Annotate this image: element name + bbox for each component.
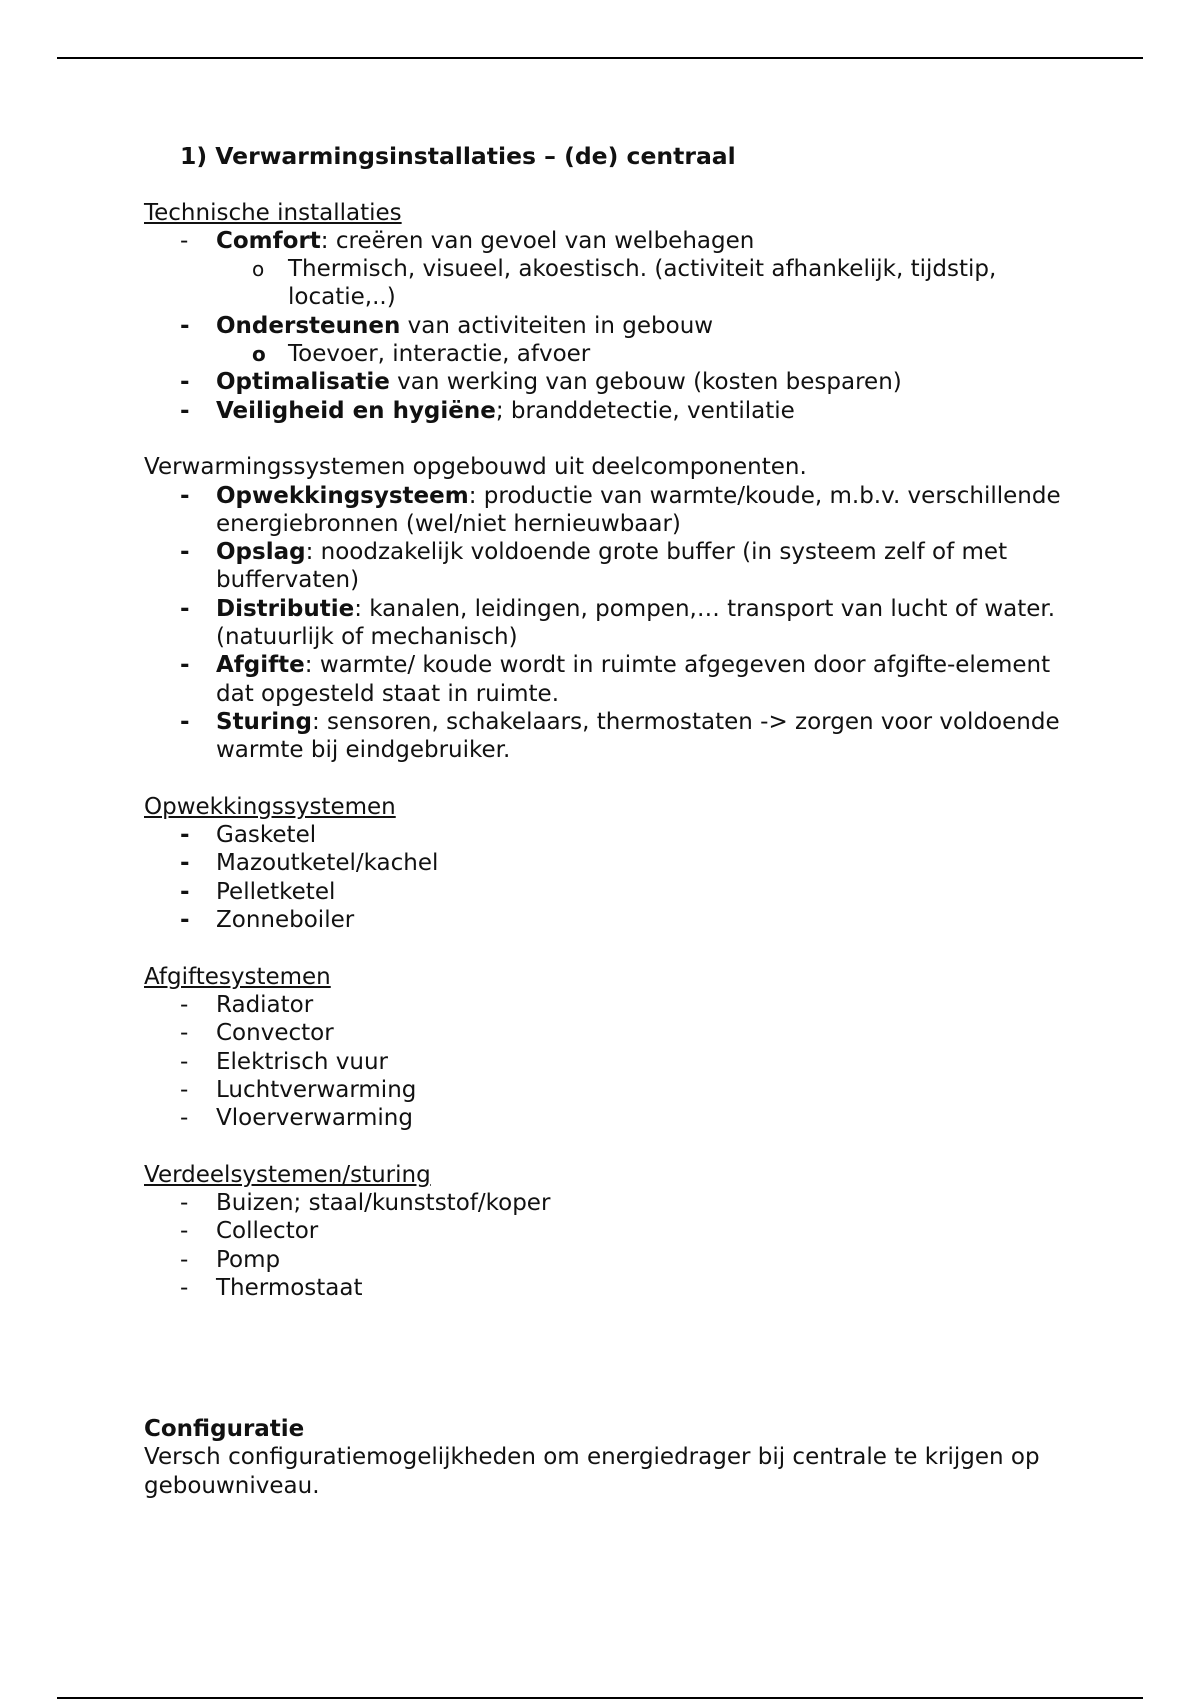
list-item: - Opwekkingsysteem: productie van warmte/koude, m.b.v. verschillende energiebronnen (wel/niet hernieuwbaar) (180, 482, 1061, 537)
configuratie-heading: Configuratie (144, 1416, 305, 1443)
list-item: - Collector (180, 1218, 319, 1245)
list-item: - Thermostaat (180, 1274, 363, 1301)
list-item: - Comfort: creëren van gevoel van welbehagen (180, 227, 755, 254)
list-item: - Radiator (180, 991, 314, 1018)
list-item: - Buizen; staal/kunststof/koper (180, 1189, 551, 1216)
list-item: - Mazoutketel/kachel (180, 850, 439, 877)
section-heading-opwekkingssystemen: Opwekkingssystemen (144, 793, 396, 820)
list-item: - Opslag: noodzakelijk voldoende grote buffer (in systeem zelf of met buffervaten) (180, 539, 1008, 594)
sub-list-item: o Thermisch, visueel, akoestisch. (activiteit afhankelijk, tijdstip, locatie,..) (252, 256, 997, 311)
list-item: - Afgifte: warmte/ koude wordt in ruimte afgegeven door afgifte-element dat opgesteld staat in ruimte. (180, 652, 1051, 707)
list-item: - Zonneboiler (180, 907, 355, 934)
list-item: - Convector (180, 1020, 334, 1047)
list-item: - Distributie: kanalen, leidingen, pompen,… transport van lucht of water. (natuurlijk of mechanisch) (180, 595, 1056, 651)
sub-list-item: o Toevoer, interactie, afvoer (252, 341, 591, 368)
header-rule (57, 57, 1143, 59)
configuratie-text: Versch configuratiemogelijkheden om energiedrager bij centrale te krijgen op gebouwniveau. (144, 1444, 1040, 1499)
section-heading-technische: Technische installaties (144, 199, 402, 226)
list-item: - Pomp (180, 1246, 281, 1273)
list-item: - Optimalisatie van werking van gebouw (kosten besparen) (180, 369, 902, 396)
list-item: - Ondersteunen van activiteiten in gebouw (180, 312, 714, 339)
list-item: - Elektrisch vuur (180, 1048, 388, 1075)
list-item: - Veiligheid en hygiëne; branddetectie, ventilatie (180, 397, 795, 424)
page-title: 1) Verwarmingsinstallaties – (de) centraal (180, 142, 736, 170)
list-item: - Pelletketel (180, 878, 336, 905)
list-item: - Sturing: sensoren, schakelaars, thermostaten -> zorgen voor voldoende warmte bij eindgebruiker. (180, 708, 1060, 764)
list-item: - Vloerverwarming (180, 1105, 413, 1132)
section-heading-verdeelsystemen: Verdeelsystemen/sturing (144, 1161, 431, 1188)
systemen-intro: Verwarmingssystemen opgebouwd uit deelcomponenten. (144, 454, 807, 481)
list-item: - Gasketel (180, 822, 317, 849)
document-body (144, 142, 1064, 1500)
section-heading-afgiftesystemen: Afgiftesystemen (144, 963, 331, 990)
list-item: - Luchtverwarming (180, 1076, 417, 1103)
footer-rule (57, 1697, 1143, 1699)
